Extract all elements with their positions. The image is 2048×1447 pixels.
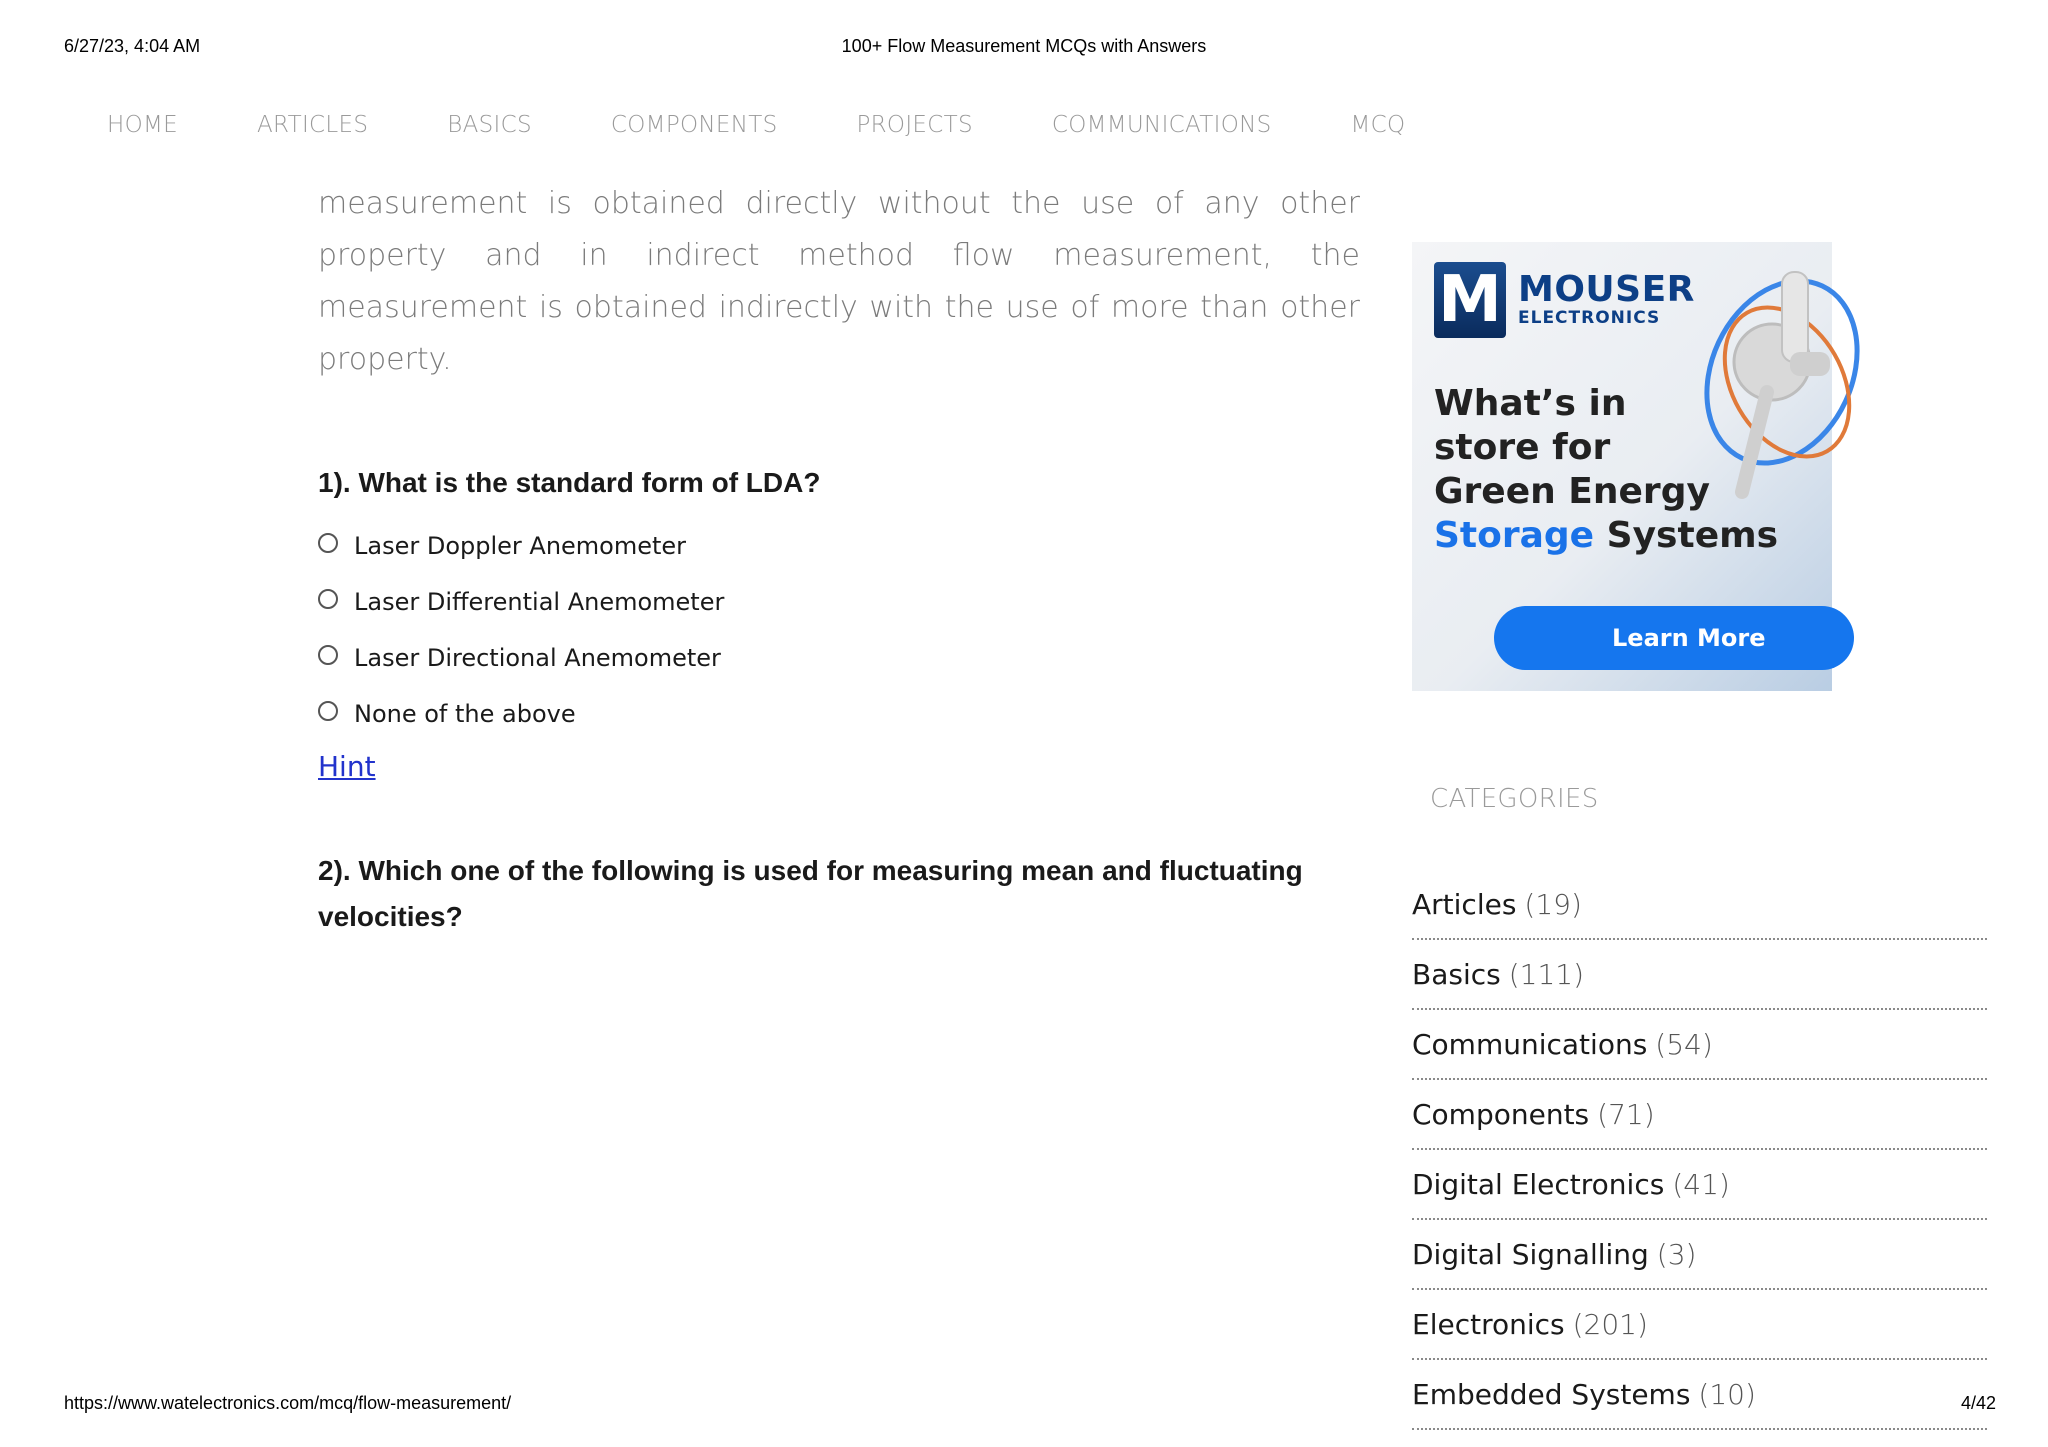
question-1: 1). What is the standard form of LDA?	[318, 467, 821, 498]
ad-brand	[1518, 269, 1695, 328]
nav-basics[interactable]: BASICS	[447, 112, 532, 138]
ad-headline-highlight: Storage	[1434, 515, 1595, 556]
category-count: (3)	[1656, 1237, 1697, 1271]
category-count: (201)	[1572, 1307, 1648, 1341]
category-name[interactable]: Digital Signalling	[1412, 1237, 1649, 1271]
ad-headline-line-3: Green Energy	[1434, 471, 1710, 512]
category-item[interactable]	[1412, 870, 1987, 940]
category-count: (71)	[1597, 1097, 1655, 1131]
hint-link[interactable]: Hint	[318, 750, 376, 783]
category-name[interactable]: Electronics	[1412, 1307, 1565, 1341]
nav-mcq[interactable]: MCQ	[1350, 112, 1406, 138]
category-item[interactable]	[1412, 1290, 1987, 1360]
category-item[interactable]	[1412, 1010, 1987, 1080]
nav-communications[interactable]: COMMUNICATIONS	[1051, 112, 1272, 138]
mouser-logo-icon: M	[1434, 262, 1506, 338]
ad-headline	[1434, 382, 1778, 558]
nav-home[interactable]: HOME	[107, 112, 178, 138]
nav-articles[interactable]: ARTICLES	[256, 112, 369, 138]
q1-option-1[interactable]	[318, 532, 686, 560]
radio-button[interactable]	[318, 645, 338, 665]
radio-button[interactable]	[318, 589, 338, 609]
mouser-ad-banner[interactable]	[1412, 242, 1832, 691]
category-name[interactable]: Components	[1412, 1097, 1590, 1131]
category-name[interactable]: Basics	[1412, 957, 1501, 991]
option-label: None of the above	[354, 700, 576, 728]
category-item[interactable]	[1412, 1220, 1987, 1290]
category-name[interactable]: Communications	[1412, 1027, 1648, 1061]
q1-option-2[interactable]	[318, 588, 724, 616]
categories-heading: CATEGORIES	[1430, 784, 1599, 814]
print-page-title: 100+ Flow Measurement MCQs with Answers	[841, 36, 1207, 56]
category-item[interactable]	[1412, 1150, 1987, 1220]
ad-brand-name: MOUSER	[1518, 269, 1695, 310]
category-count: (41)	[1672, 1167, 1730, 1201]
category-count: (19)	[1524, 887, 1582, 921]
category-name[interactable]: Embedded Systems	[1412, 1377, 1691, 1411]
option-label: Laser Directional Anemometer	[354, 644, 721, 672]
radio-button[interactable]	[318, 533, 338, 553]
category-item[interactable]	[1412, 940, 1987, 1010]
main-nav	[107, 112, 1484, 138]
ad-headline-line-4	[1434, 514, 1778, 558]
option-label: Laser Doppler Anemometer	[354, 532, 687, 560]
q1-option-4[interactable]	[318, 700, 576, 728]
category-name[interactable]: Articles	[1412, 887, 1517, 921]
learn-more-button[interactable]: Learn More	[1494, 606, 1854, 670]
category-name[interactable]: Digital Electronics	[1412, 1167, 1665, 1201]
nav-components[interactable]: COMPONENTS	[610, 112, 778, 138]
option-label: Laser Differential Anemometer	[354, 588, 725, 616]
ad-brand-sub: ELECTRONICS	[1518, 308, 1661, 328]
ad-headline-tail: Systems	[1606, 515, 1779, 556]
category-count: (10)	[1698, 1377, 1756, 1411]
ad-headline-line-1: What’s in	[1434, 383, 1627, 424]
nav-projects[interactable]: PROJECTS	[856, 112, 973, 138]
q1-option-3[interactable]	[318, 644, 721, 672]
print-datetime: 6/27/23, 4:04 AM	[64, 36, 201, 56]
print-page-number: 4/42	[1960, 1393, 1996, 1413]
category-count: (111)	[1508, 957, 1585, 991]
ad-headline-line-2: store for	[1434, 427, 1611, 468]
radio-button[interactable]	[318, 701, 338, 721]
category-item[interactable]	[1412, 1360, 1987, 1430]
print-url: https://www.watelectronics.com/mcq/flow-measurement/	[64, 1393, 512, 1413]
intro-paragraph: measurement is obtained directly without the use of any other property and in indirect method flow measurement, the measurement is obtained indirectly with the use of more than other property.	[318, 186, 1360, 377]
category-count: (54)	[1655, 1027, 1713, 1061]
category-item[interactable]	[1412, 1080, 1987, 1150]
question-2: 2). Which one of the following is used for measuring mean and fluctuating velocities?	[318, 855, 1303, 932]
